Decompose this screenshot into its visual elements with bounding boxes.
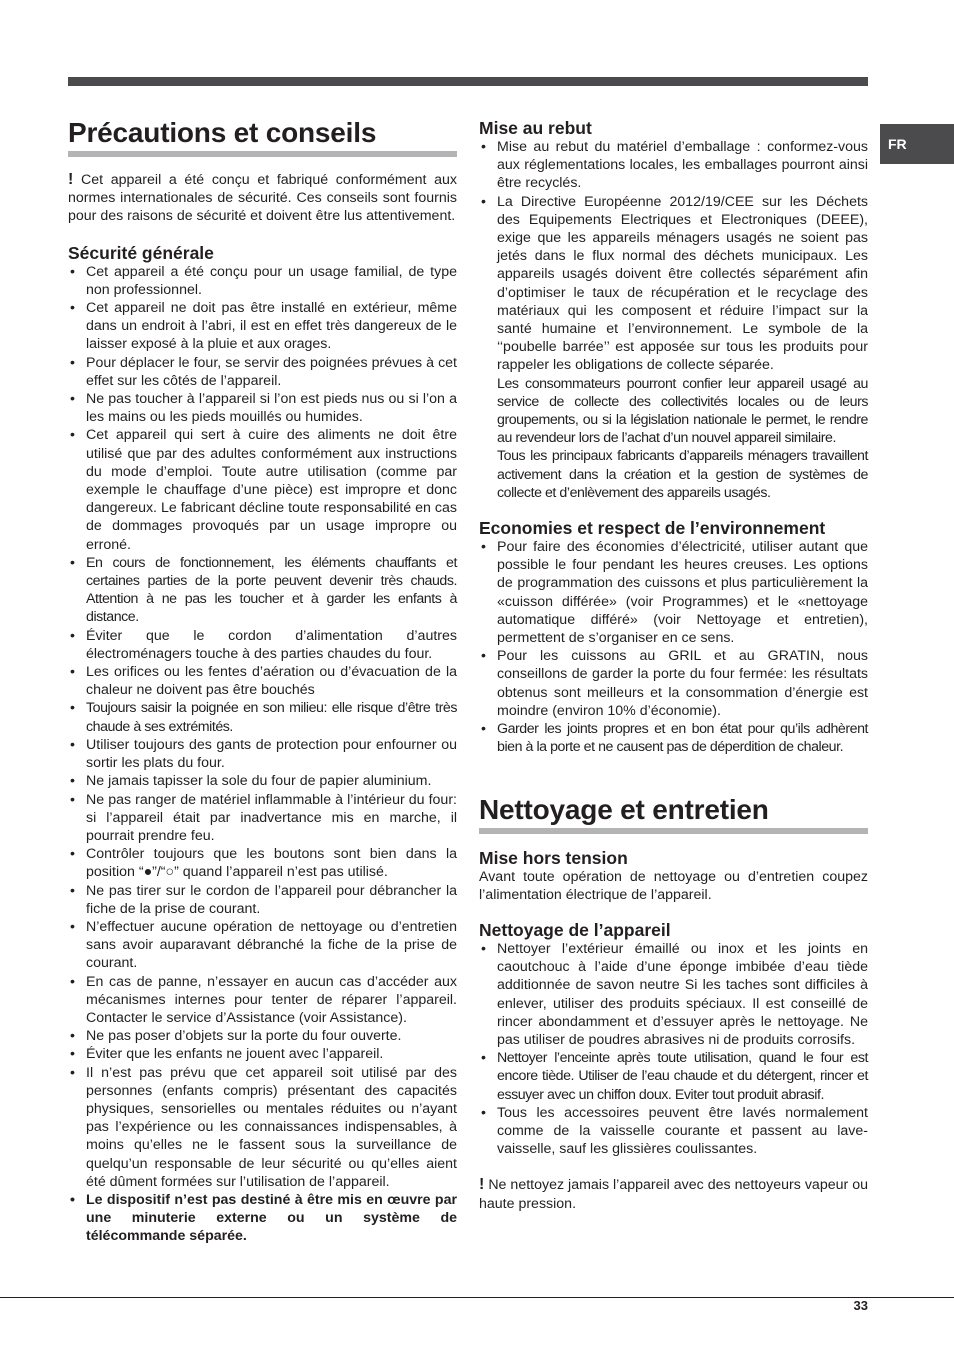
intro-text: Cet appareil a été conçu et fabriqué conformément aux normes internationales de sécurité. Ces conseils sont fournis pour des raisons de sécurité et doivent être lus attentivement. xyxy=(68,172,457,225)
appliance-cleaning-list xyxy=(479,940,868,1158)
list-item: • Pour déplacer le four, se servir des poignées prévues à cet effet sur les côtés de l’appareil. xyxy=(70,354,457,389)
list-item: • Utiliser toujours des gants de protection pour enfourner ou sortir les plats du four. xyxy=(70,736,457,772)
list-item: • Nettoyer l’enceinte après toute utilisation, quand le four est encore tiède. Utiliser de l’eau chaude et du détergent, rincer et essuyer avec un chiffon doux. Eviter tout produit abrasif. xyxy=(481,1050,868,1103)
list-item: • Nettoyer l’extérieur émaillé ou inox et les joints en caoutchouc à l’aide d’une éponge imbibée d’eau tiède additionnée de savon neutre Si les taches sont difficiles à enlever, utiliser des produits spéciaux. Il est conseillé de rincer abondamment et d’essuyer après le nettoyage. Ne pas utiliser de poudres abrasives ni de produits corrosifs. xyxy=(481,940,868,1048)
power-off-text: Avant toute opération de nettoyage ou d’entretien coupez l’alimentation électrique de l’appareil. xyxy=(479,868,868,903)
economy-heading: Economies et respect de l’environnement xyxy=(479,518,826,539)
list-item: • Tous les accessoires peuvent être lavés normalement comme de la vaisselle courante et passent au lave-vaisselle, sauf les glissières coulissantes. xyxy=(481,1104,868,1158)
appliance-cleaning-heading: Nettoyage de l’appareil xyxy=(479,919,671,940)
list-item: • Ne pas poser d’objets sur la porte du four ouverte. xyxy=(70,1028,402,1045)
footer-rule xyxy=(0,1297,954,1298)
page-number: 33 xyxy=(853,1298,868,1313)
list-item: • La Directive Européenne 2012/19/CEE sur les Déchets des Equipements Electriques et Electroniques (DEEE), exige que les appareils ménagers usagés ne soient pas jetés dans le flux normal des déchets municipaux. Les appareils usagés doivent être collectés séparément afin d’optimiser le taux de récupération et le recyclage des matériaux qui les composent et réduire l’impact sur la santé humaine et l’environnement. Le symbole de la ‘‘poubelle barrée’’ est apposée sur tous les produits pour rappeler les obligations de collecte séparée. xyxy=(481,193,868,374)
list-item: • Cet appareil qui sert à cuire des aliments ne doit être utilisé que par des adultes conformément aux instructions du mode d’emploi. Toute autre utilisation (comme par exemple le chauffage d’une pièce) est impropre et donc dangereux. Le fabricant décline toute responsabilité en cas de dommages provoqués par un usage impropre ou erroné. xyxy=(70,427,457,553)
disposal-list xyxy=(479,138,868,375)
top-bar xyxy=(68,77,868,86)
security-heading: Sécurité générale xyxy=(68,242,214,263)
final-warning xyxy=(479,1176,868,1212)
warning-mark-icon: ! xyxy=(68,171,74,188)
list-item: • Pour les cuissons au GRIL et au GRATIN, nous conseillons de garder la porte du four fermée: les résultats obtenus sont meilleurs et la consommation d’énergie est moindre (environ 10% d’économie). xyxy=(481,648,868,719)
list-item: • Éviter que le cordon d’alimentation d’autres électroménagers touche à des parties chaudes du four. xyxy=(70,627,457,662)
list-item: • Éviter que les enfants ne jouent avec l’appareil. xyxy=(70,1046,384,1063)
list-item: • Ne jamais tapisser la sole du four de papier aluminium. xyxy=(70,773,432,790)
list-item: • En cours de fonctionnement, les éléments chauffants et certaines parties de la porte peuvent devenir très chauds. Attention à ne pas les toucher et à garder les enfants à distance. xyxy=(70,554,457,626)
precautions-title: Précautions et conseils xyxy=(68,116,457,157)
list-item: • Mise au rebut du matériel d’emballage : conformez-vous aux réglementations locales, les emballages pourront ainsi être recyclés. xyxy=(481,139,868,192)
warning-mark-icon: ! xyxy=(479,1176,485,1194)
list-item: • Il n’est pas prévu que cet appareil soit utilisé par des personnes (enfants compris) présentant des capacités physiques, sensorielles ou mentales réduites ou n’ayant pas l’expérience ou les connaissances indispensables, à moins qu’elles ne le fassent sous la surveillance de quelqu’un responsable de leur sécurité ou qu’elles aient été dûment formées sur l’utilisation de l’appareil. xyxy=(70,1064,457,1190)
list-item: • Pour faire des économies d’électricité, utiliser autant que possible le four pendant les heures creuses. Les options de programmation des cuissons et plus particulièrement la «cuisson différée» (voir Programmes) et le «nettoyage automatique différé» (voir Nettoyage et entretien), permettent de s’organiser en ce sens. xyxy=(481,539,868,647)
list-item: • N’effectuer aucune opération de nettoyage ou d’entretien sans avoir auparavant débranché la fiche de la prise de courant. xyxy=(70,918,457,972)
list-item: • Toujours saisir la poignée en son milieu: elle risque d’être très chaude à ses extrémités. xyxy=(70,700,457,735)
cleaning-title: Nettoyage et entretien xyxy=(479,793,868,834)
list-item: • Contrôler toujours que les boutons sont bien dans la position “●”/“○” quand l’appareil n’est pas utilisé. xyxy=(70,846,457,881)
disposal-paragraph: Tous les principaux fabricants d’appareils ménagers travaillent activement dans la création et la gestion de systèmes de collecte et d’enlèvement des appareils usagés. xyxy=(497,448,868,501)
disposal-heading: Mise au rebut xyxy=(479,118,592,138)
list-item: • Les orifices ou les fentes d’aération ou d’évacuation de la chaleur ne doivent pas être bouchés xyxy=(70,664,457,699)
list-item: • Cet appareil ne doit pas être installé en extérieur, même dans un endroit à l’abri, il est en effet très dangereux de le laisser exposé à la pluie et aux orages. xyxy=(70,300,457,353)
language-tab: FR xyxy=(880,124,954,164)
security-list xyxy=(68,263,457,1246)
left-column xyxy=(68,116,457,1246)
right-column xyxy=(479,118,868,1213)
list-item: • Le dispositif n’est pas destiné à être mis en œuvre par une minuterie externe ou un système de télécommande séparée. xyxy=(70,1191,457,1245)
list-item: • En cas de panne, n’essayer en aucun cas d’accéder aux mécanismes internes pour tenter de réparer l’appareil. Contacter le service d’Assistance (voir Assistance). xyxy=(70,973,457,1026)
power-off-heading: Mise hors tension xyxy=(479,847,628,868)
list-item: • Ne pas ranger de matériel inflammable à l’intérieur du four: si l’appareil était par inadvertance mis en marche, il pourrait prendre feu. xyxy=(70,791,457,844)
list-item: • Ne pas toucher à l’appareil si l’on est pieds nus ou si l’on a les mains ou les pieds mouillés ou humides. xyxy=(70,391,457,426)
list-item: • Cet appareil a été conçu pour un usage familial, de type non professionnel. xyxy=(70,263,457,298)
final-warning-text: Ne nettoyez jamais l’appareil avec des nettoyeurs vapeur ou haute pression. xyxy=(479,1177,868,1212)
list-item: • Garder les joints propres et en bon état pour qu’ils adhèrent bien à la porte et ne causent pas de déperdition de chaleur. xyxy=(481,721,868,756)
economy-list xyxy=(479,538,868,756)
list-item: • Ne pas tirer sur le cordon de l’appareil pour débrancher la fiche de la prise de courant. xyxy=(70,882,457,917)
intro-paragraph xyxy=(68,171,457,226)
disposal-paragraph: Les consommateurs pourront confier leur appareil usagé au service de collecte des collectivités locales ou de leurs groupements, ou si la législation nationale le permet, le rendre au revendeur lors de l’achat d’un nouvel appareil similaire. xyxy=(497,375,868,447)
